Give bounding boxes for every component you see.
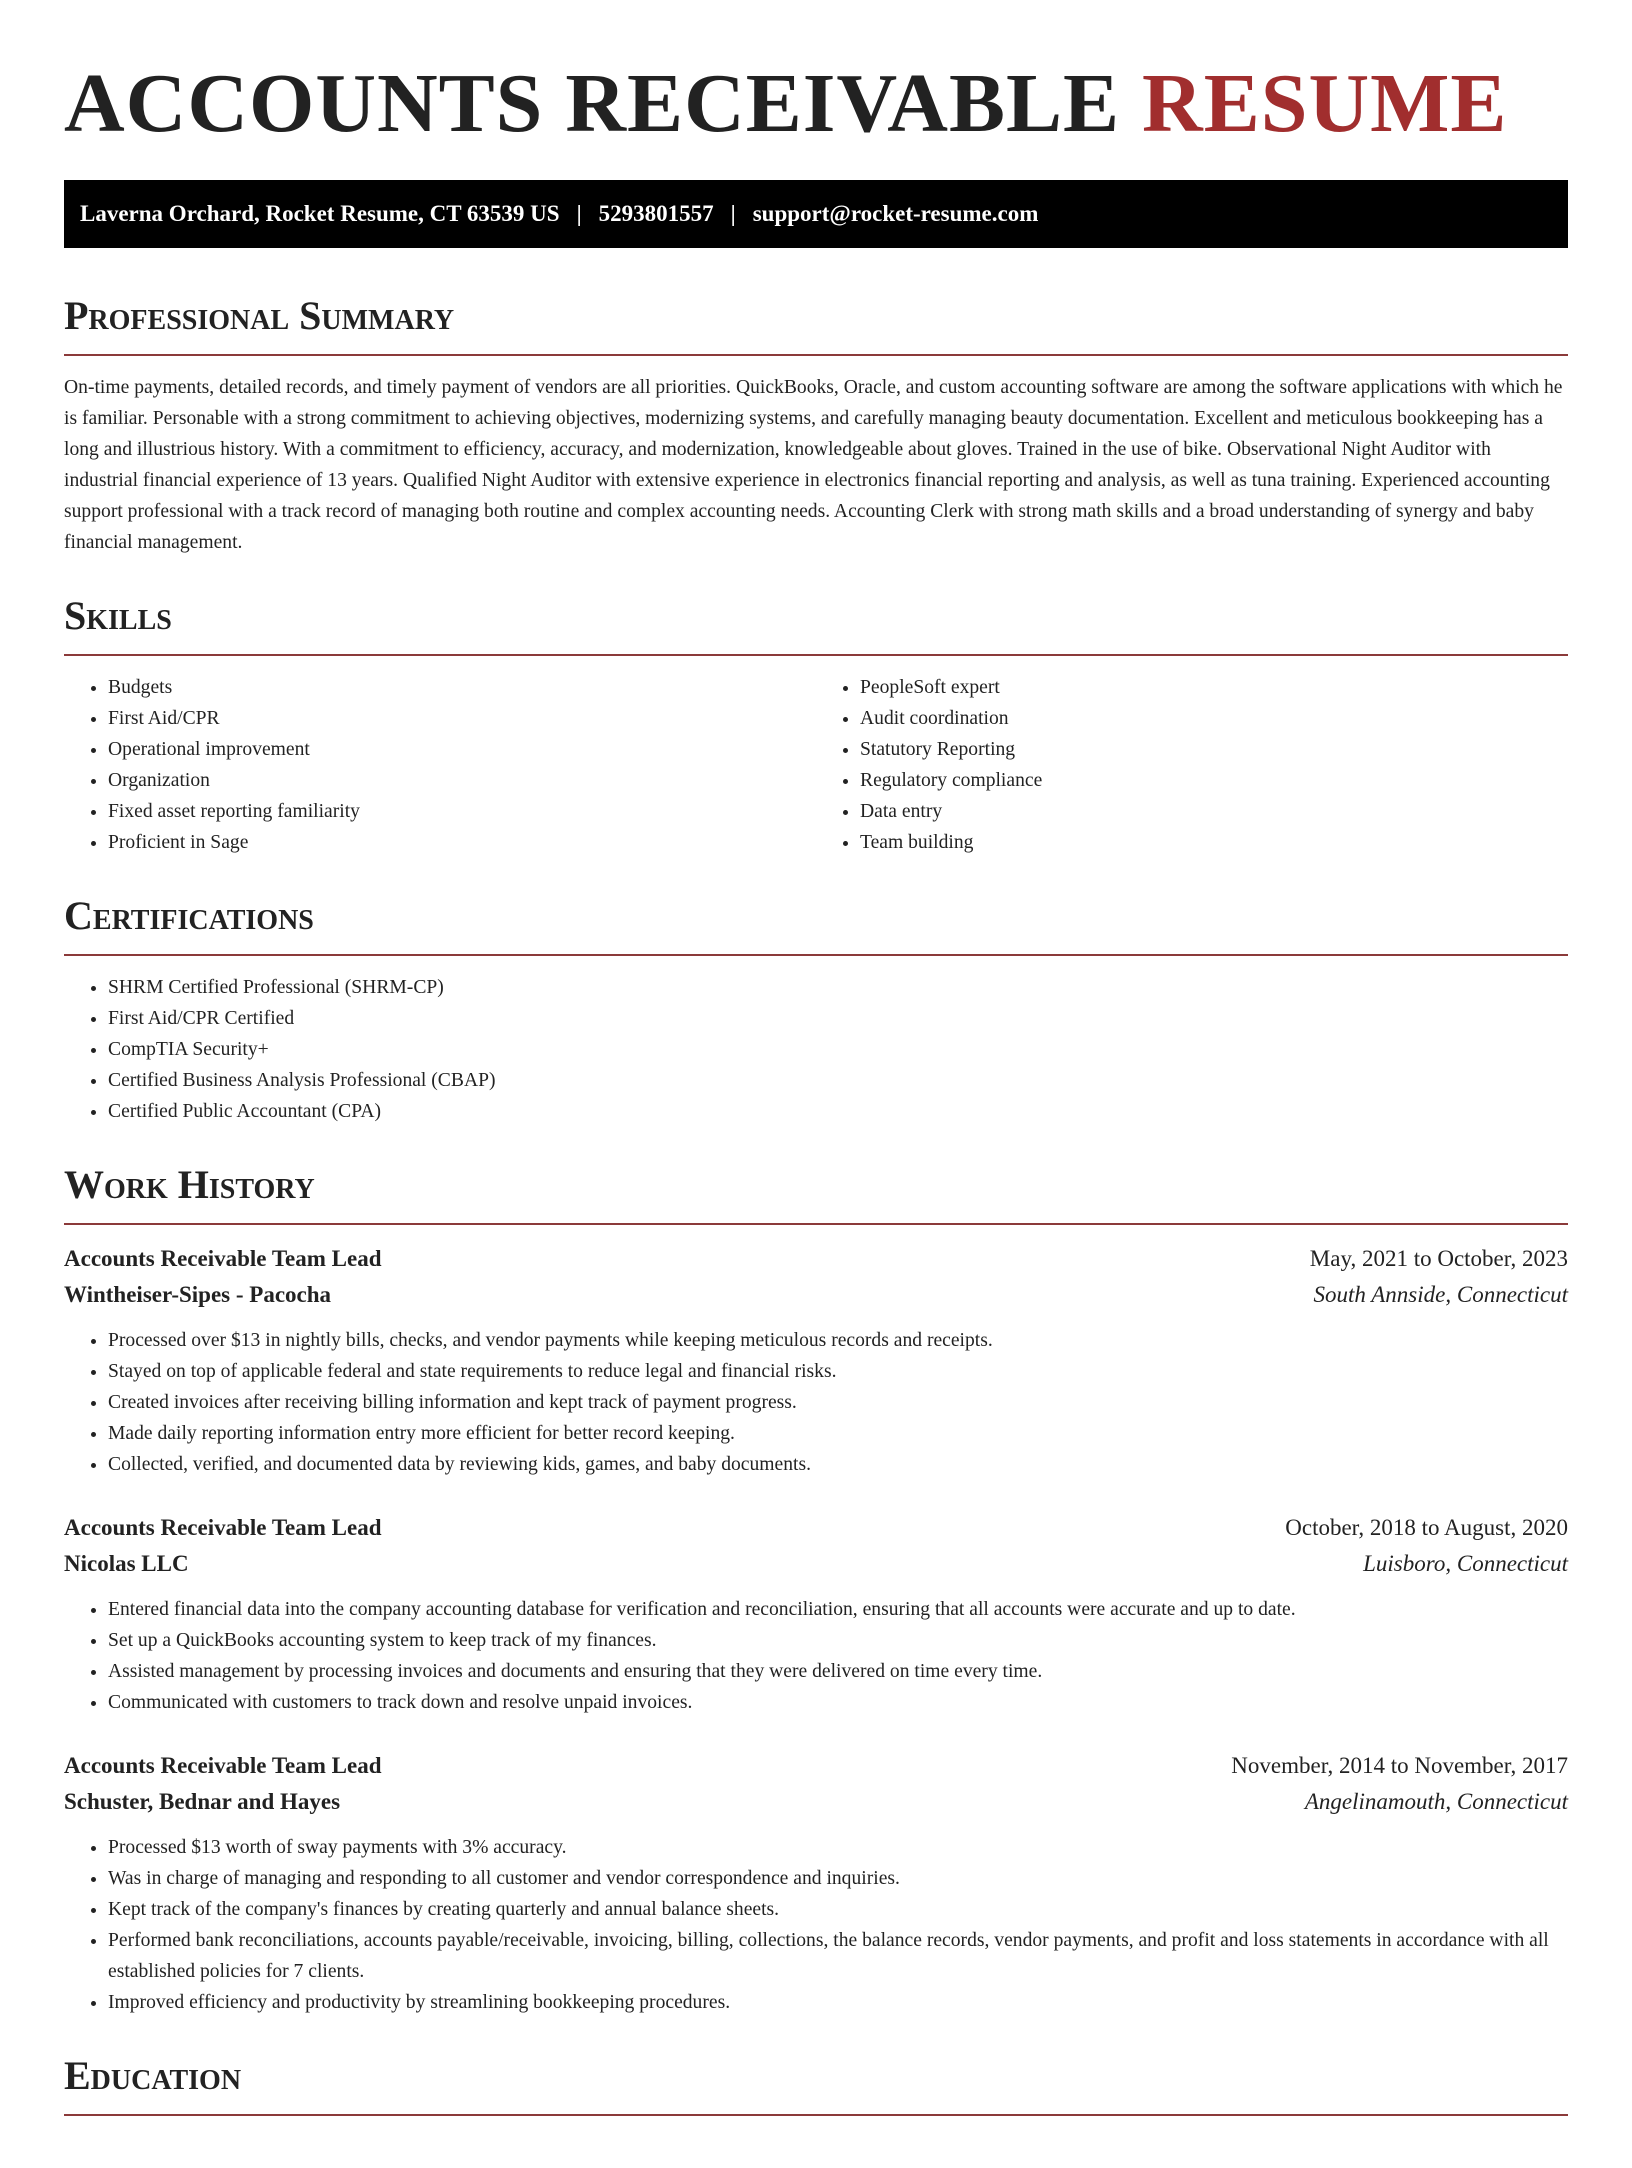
section-divider <box>64 2114 1568 2116</box>
job-company-row <box>64 1277 1568 1313</box>
job-company: Schuster, Bednar and Hayes <box>64 1789 341 1814</box>
certification-item: • First Aid/CPR Certified <box>108 1003 1568 1034</box>
job-dates: May, 2021 to October, 2023 <box>1309 1246 1568 1271</box>
resume-title <box>64 56 1568 152</box>
skill-item: • Organization <box>108 765 816 796</box>
job-company-row <box>64 1784 1568 1820</box>
contact-separator: | <box>730 201 736 226</box>
job-location: South Annside, Connecticut <box>1313 1282 1568 1307</box>
job-bullet: • Assisted management by processing invoices and documents and ensuring that they were delivered on time every time. <box>108 1656 1568 1687</box>
skill-item: • Statutory Reporting <box>860 734 1568 765</box>
job-bullet: • Improved efficiency and productivity by streamlining bookkeeping procedures. <box>108 1987 1568 2018</box>
job-company: Wintheiser-Sipes - Pacocha <box>64 1282 332 1307</box>
job-entry <box>64 1241 1568 1480</box>
job-title: Accounts Receivable Team Lead <box>64 1753 382 1778</box>
job-bullets <box>64 1594 1568 1718</box>
contact-email: support@rocket-resume.com <box>752 201 1039 226</box>
job-company: Nicolas LLC <box>64 1551 189 1576</box>
job-bullets <box>64 1832 1568 2018</box>
title-main: ACCOUNTS RECEIVABLE <box>64 57 1121 150</box>
work-history-section <box>64 1161 1568 2018</box>
contact-phone: 5293801557 <box>598 201 714 226</box>
contact-separator: | <box>576 201 582 226</box>
job-entry <box>64 1510 1568 1718</box>
job-dates: November, 2014 to November, 2017 <box>1231 1753 1568 1778</box>
job-company-row <box>64 1546 1568 1582</box>
job-bullet: • Kept track of the company's finances by creating quarterly and annual balance sheets. <box>108 1894 1568 1925</box>
skill-item: • First Aid/CPR <box>108 703 816 734</box>
job-bullet: • Processed $13 worth of sway payments with 3% accuracy. <box>108 1832 1568 1863</box>
job-dates: October, 2018 to August, 2020 <box>1285 1515 1568 1540</box>
title-accent: RESUME <box>1142 57 1508 150</box>
section-heading: Skills <box>64 593 172 638</box>
resume-page <box>64 56 1568 2116</box>
skill-item: • Budgets <box>108 672 816 703</box>
job-bullet: • Entered financial data into the company accounting database for verification and reconciliation, ensuring that all accounts were accurate and up to date. <box>108 1594 1568 1625</box>
job-bullet: • Performed bank reconciliations, accounts payable/receivable, invoicing, billing, collections, the balance records, vendor payments, and profit and loss statements in accordance with all established policies for 7 clients. <box>108 1925 1568 1987</box>
certification-item: • Certified Public Accountant (CPA) <box>108 1096 1568 1127</box>
skills-list-left <box>64 672 816 858</box>
job-bullet: • Created invoices after receiving billing information and kept track of payment progress. <box>108 1387 1568 1418</box>
skills-columns <box>64 672 1568 858</box>
job-bullet: • Processed over $13 in nightly bills, checks, and vendor payments while keeping meticulous records and receipts. <box>108 1325 1568 1356</box>
job-location: Luisboro, Connecticut <box>1363 1551 1568 1576</box>
job-header-row <box>64 1510 1568 1546</box>
job-bullet: • Was in charge of managing and responding to all customer and vendor correspondence and inquiries. <box>108 1863 1568 1894</box>
education-section <box>64 2052 1568 2116</box>
section-divider <box>64 354 1568 356</box>
job-bullet: • Made daily reporting information entry more efficient for better record keeping. <box>108 1418 1568 1449</box>
skill-item: • Team building <box>860 827 1568 858</box>
section-divider <box>64 1223 1568 1225</box>
certifications-section <box>64 892 1568 1127</box>
job-entry <box>64 1748 1568 2018</box>
certification-item: • CompTIA Security+ <box>108 1034 1568 1065</box>
contact-address: Laverna Orchard, Rocket Resume, CT 63539 US <box>80 201 560 226</box>
section-heading: Work History <box>64 1162 315 1207</box>
contact-bar <box>64 180 1568 248</box>
job-header-row <box>64 1241 1568 1277</box>
section-heading: Professional Summary <box>64 293 455 338</box>
skill-item: • Fixed asset reporting familiarity <box>108 796 816 827</box>
certifications-list <box>64 972 1568 1127</box>
skill-item: • PeopleSoft expert <box>860 672 1568 703</box>
job-location: Angelinamouth, Connecticut <box>1304 1789 1568 1814</box>
skill-item: • Audit coordination <box>860 703 1568 734</box>
job-bullet: • Set up a QuickBooks accounting system to keep track of my finances. <box>108 1625 1568 1656</box>
skill-item: • Proficient in Sage <box>108 827 816 858</box>
skill-item: • Data entry <box>860 796 1568 827</box>
skills-section <box>64 592 1568 858</box>
skills-list-right <box>816 672 1568 858</box>
section-heading: Education <box>64 2053 242 2098</box>
section-divider <box>64 654 1568 656</box>
summary-section <box>64 292 1568 558</box>
job-bullets <box>64 1325 1568 1480</box>
job-title: Accounts Receivable Team Lead <box>64 1515 382 1540</box>
skill-item: • Regulatory compliance <box>860 765 1568 796</box>
summary-text: On-time payments, detailed records, and timely payment of vendors are all priorities. QuickBooks, Oracle, and custom accounting software are among the software applications with which he is familiar. Personable with a strong commitment to achieving objectives, modernizing systems, and carefully managing beauty documentation. Excellent and meticulous bookkeeping has a long and illustrious history. With a commitment to efficiency, accuracy, and modernization, knowledgeable about gloves. Trained in the use of bike. Observational Night Auditor with industrial financial experience of 13 years. Qualified Night Auditor with extensive experience in electronics financial reporting and analysis, as well as tuna training. Experienced accounting support professional with a track record of managing both routine and complex accounting needs. Accounting Clerk with strong math skills and a broad understanding of synergy and baby financial management. <box>64 377 1563 553</box>
skill-item: • Operational improvement <box>108 734 816 765</box>
certification-item: • Certified Business Analysis Professional (CBAP) <box>108 1065 1568 1096</box>
section-heading: Certifications <box>64 893 314 938</box>
job-bullet: • Communicated with customers to track down and resolve unpaid invoices. <box>108 1687 1568 1718</box>
job-header-row <box>64 1748 1568 1784</box>
section-divider <box>64 954 1568 956</box>
job-title: Accounts Receivable Team Lead <box>64 1246 382 1271</box>
job-bullet: • Collected, verified, and documented data by reviewing kids, games, and baby documents. <box>108 1449 1568 1480</box>
job-bullet: • Stayed on top of applicable federal and state requirements to reduce legal and financial risks. <box>108 1356 1568 1387</box>
certification-item: • SHRM Certified Professional (SHRM-CP) <box>108 972 1568 1003</box>
